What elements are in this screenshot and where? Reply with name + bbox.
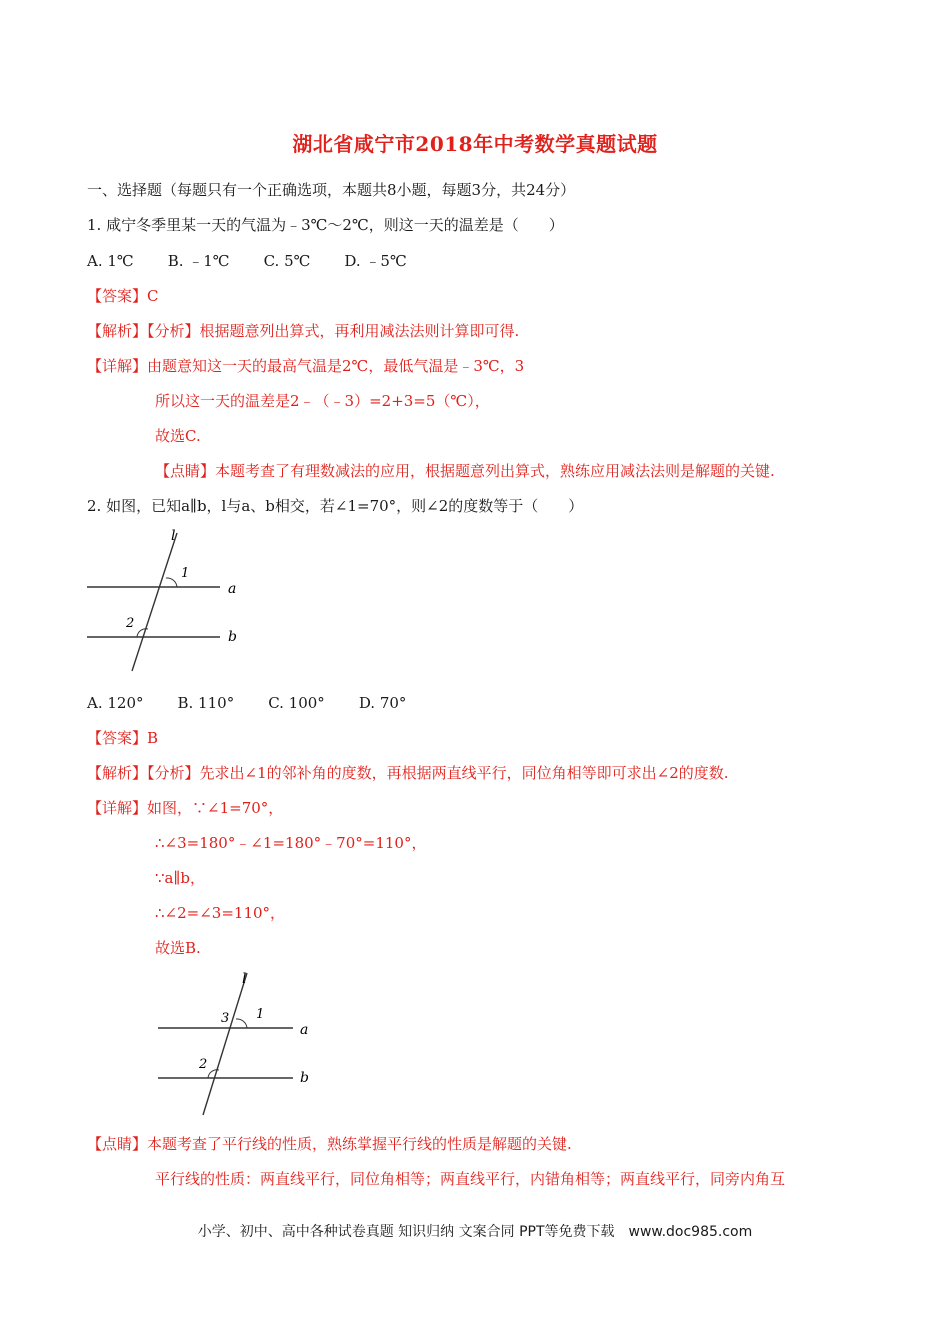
q1-detail-line-2: 所以这一天的温差是2﹣（﹣3）=2+3=5（℃）， bbox=[155, 392, 490, 410]
fig2-label-2: 2 bbox=[199, 1057, 208, 1072]
page-title: 湖北省咸宁市2018年中考数学真题试题 bbox=[292, 132, 658, 156]
q2-point-line-2: 平行线的性质：两直线平行，同位角相等；两直线平行，内错角相等；两直线平行，同旁内角互 bbox=[155, 1170, 786, 1188]
q2-option-d: D. 70° bbox=[358, 694, 407, 712]
point-tag: 【点睛】 bbox=[87, 1135, 148, 1153]
point-text: 本题考查了平行线的性质，熟练掌握平行线的性质是解题的关键. bbox=[147, 1135, 572, 1153]
section-heading: 一、选择题（每题只有一个正确选项，本题共8小题，每题3分，共24分） bbox=[87, 181, 576, 199]
detail-line: 如图，∵∠1=70°， bbox=[147, 799, 284, 817]
analysis-text: 根据题意列出算式，再利用减法法则计算即可得. bbox=[199, 322, 520, 340]
point-tag: 【点睛】 bbox=[155, 462, 216, 480]
fig1-label-2: 2 bbox=[126, 616, 135, 631]
q2-point bbox=[87, 1134, 572, 1154]
q1-point bbox=[155, 461, 775, 481]
fig2-label-b: b bbox=[300, 1070, 309, 1086]
q2-detail bbox=[87, 798, 283, 818]
q2-option-a: A. 120° bbox=[87, 694, 144, 712]
q1-stem: 1. 咸宁冬季里某一天的气温为﹣3℃～2℃，则这一天的温差是（ ） bbox=[87, 216, 564, 234]
analysis-tag: 【解析】【分析】 bbox=[87, 764, 200, 782]
q1-option-b: B. ﹣1℃ bbox=[167, 252, 230, 270]
fig2-label-3: 3 bbox=[221, 1011, 230, 1026]
angle-2-arc bbox=[137, 629, 148, 637]
angle-1-arc bbox=[236, 1019, 247, 1028]
detail-tag: 【详解】 bbox=[87, 799, 148, 817]
fig1-label-b: b bbox=[228, 629, 237, 645]
q2-answer bbox=[87, 728, 158, 748]
q1-option-a: A. 1℃ bbox=[87, 252, 134, 270]
q2-figure bbox=[85, 525, 255, 675]
q1-detail bbox=[87, 356, 524, 376]
fig2-label-l: l bbox=[242, 971, 247, 987]
fig1-label-l: l bbox=[171, 528, 176, 544]
q1-detail-line-3: 故选C. bbox=[155, 427, 201, 445]
fig1-label-1: 1 bbox=[181, 566, 190, 581]
q1-answer bbox=[87, 286, 159, 306]
q2-detail-line-3: ∵a∥b， bbox=[155, 869, 206, 887]
point-text: 本题考查了有理数减法的应用，根据题意列出算式，熟练应用减法法则是解题的关键. bbox=[215, 462, 775, 480]
q2-stem: 2. 如图，已知a∥b，l与a、b相交，若∠1=70°，则∠2的度数等于（ ） bbox=[87, 497, 584, 515]
q2-options bbox=[87, 693, 440, 713]
fig2-label-a: a bbox=[300, 1022, 309, 1038]
q1-option-d: D. ﹣5℃ bbox=[344, 252, 407, 270]
fig2-label-1: 1 bbox=[256, 1007, 265, 1022]
q2-detail-line-5: 故选B. bbox=[155, 939, 201, 957]
line-l bbox=[203, 973, 247, 1115]
q2-option-b: B. 110° bbox=[177, 694, 235, 712]
detail-tag: 【详解】 bbox=[87, 357, 148, 375]
q2-detail-line-4: ∴∠2=∠3=110°， bbox=[155, 904, 286, 922]
answer-tag: 【答案】 bbox=[87, 729, 148, 747]
answer-value: C bbox=[147, 287, 159, 305]
q2-detail-line-2: ∴∠3=180°﹣∠1=180°﹣70°=110°， bbox=[155, 834, 427, 852]
detail-line: 由题意知这一天的最高气温是2℃，最低气温是﹣3℃，3 bbox=[147, 357, 525, 375]
line-l bbox=[132, 533, 177, 671]
answer-value: B bbox=[147, 729, 159, 747]
analysis-tag: 【解析】【分析】 bbox=[87, 322, 200, 340]
q1-options bbox=[87, 251, 441, 271]
q2-option-c: C. 100° bbox=[268, 694, 325, 712]
answer-tag: 【答案】 bbox=[87, 287, 148, 305]
q2-solution-figure bbox=[155, 965, 325, 1120]
q1-analysis bbox=[87, 321, 519, 341]
analysis-text: 先求出∠1的邻补角的度数，再根据两直线平行，同位角相等即可求出∠2的度数. bbox=[199, 764, 729, 782]
q2-analysis bbox=[87, 763, 729, 783]
fig1-label-a: a bbox=[228, 581, 237, 597]
q1-option-c: C. 5℃ bbox=[263, 252, 311, 270]
angle-1-arc bbox=[166, 578, 177, 587]
page-footer: 小学、初中、高中各种试卷真题 知识归纳 文案合同 PPT等免费下载 www.doc985.com bbox=[197, 1224, 753, 1240]
